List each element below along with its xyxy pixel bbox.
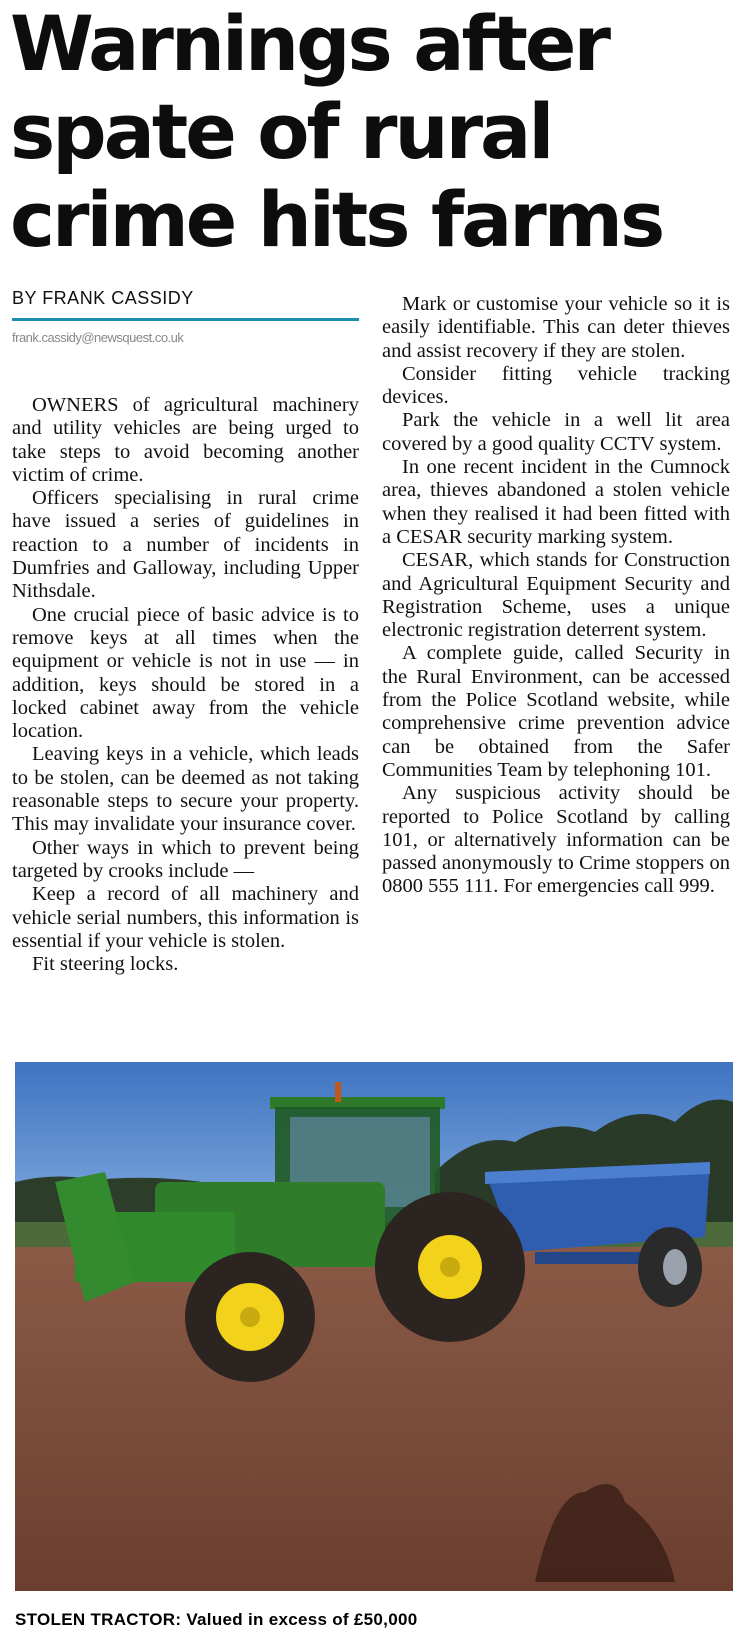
paragraph: Consider fitting vehicle tracking devices. bbox=[382, 362, 730, 409]
paragraph: In one recent incident in the Cumnock area, thieves abandoned a stolen vehicle when they realised it had been fitted with a CESAR security marking system. bbox=[382, 456, 730, 548]
paragraph: A complete guide, called Security in the Rural Environment, can be accessed from the Police Scotland website, while comprehensive crime prevention advice can be obtained from the Safer Communities Team by telephoning 101. bbox=[382, 642, 730, 781]
byline: BY FRANK CASSIDY bbox=[12, 288, 194, 308]
tractor-photo bbox=[15, 1062, 733, 1591]
headline-line: spate of rural bbox=[10, 87, 552, 176]
paragraph: Mark or customise your vehicle so it is easily identifiable. This can deter thieves and assist recovery if they are stolen. bbox=[382, 293, 730, 362]
photo-caption: STOLEN TRACTOR: Valued in excess of £50,000 bbox=[15, 1610, 418, 1629]
paragraph: Leaving keys in a vehicle, which leads to be stolen, can be deemed as not taking reasonable steps to secure your property. This may invalidate your insurance cover. bbox=[12, 743, 359, 836]
paragraph: Any suspicious activity should be reported to Police Scotland by calling 101, or alternatively information can be passed anonymously to Crime stoppers on 0800 555 111. For emergencies call 999. bbox=[382, 782, 730, 898]
headline-line: Warnings after bbox=[10, 0, 608, 88]
paragraph: Other ways in which to prevent being targeted by crooks include — bbox=[12, 836, 359, 882]
paragraph: OWNERS of agricultural machinery and utility vehicles are being urged to take steps to avoid becoming another victim of crime. bbox=[12, 394, 359, 486]
tractor-illustration bbox=[15, 1062, 733, 1591]
headline-line: crime hits farms bbox=[10, 175, 663, 264]
author-email: frank.cassidy@newsquest.co.uk bbox=[12, 330, 184, 345]
paragraph: Keep a record of all machinery and vehicle serial numbers, this information is essential if your vehicle is stolen. bbox=[12, 883, 359, 952]
byline-rule bbox=[12, 318, 359, 321]
article-column-1 bbox=[12, 394, 359, 976]
paragraph: Fit steering locks. bbox=[32, 953, 179, 976]
paragraph: One crucial piece of basic advice is to remove keys at all times when the equipment or vehicle is not in use — in addition, keys should be stored in a locked cabinet away from the vehicle location. bbox=[12, 603, 359, 743]
headline bbox=[10, 0, 740, 264]
article-column-2 bbox=[382, 293, 730, 899]
paragraph: Park the vehicle in a well lit area covered by a good quality CCTV system. bbox=[382, 409, 730, 455]
paragraph: Officers specialising in rural crime have issued a series of guidelines in reaction to a number of incidents in Dumfries and Galloway, including Upper Nithsdale. bbox=[12, 487, 359, 603]
paragraph: CESAR, which stands for Construction and Agricultural Equipment Security and Registration Scheme, uses a unique electronic registration deterrent system. bbox=[382, 549, 730, 642]
